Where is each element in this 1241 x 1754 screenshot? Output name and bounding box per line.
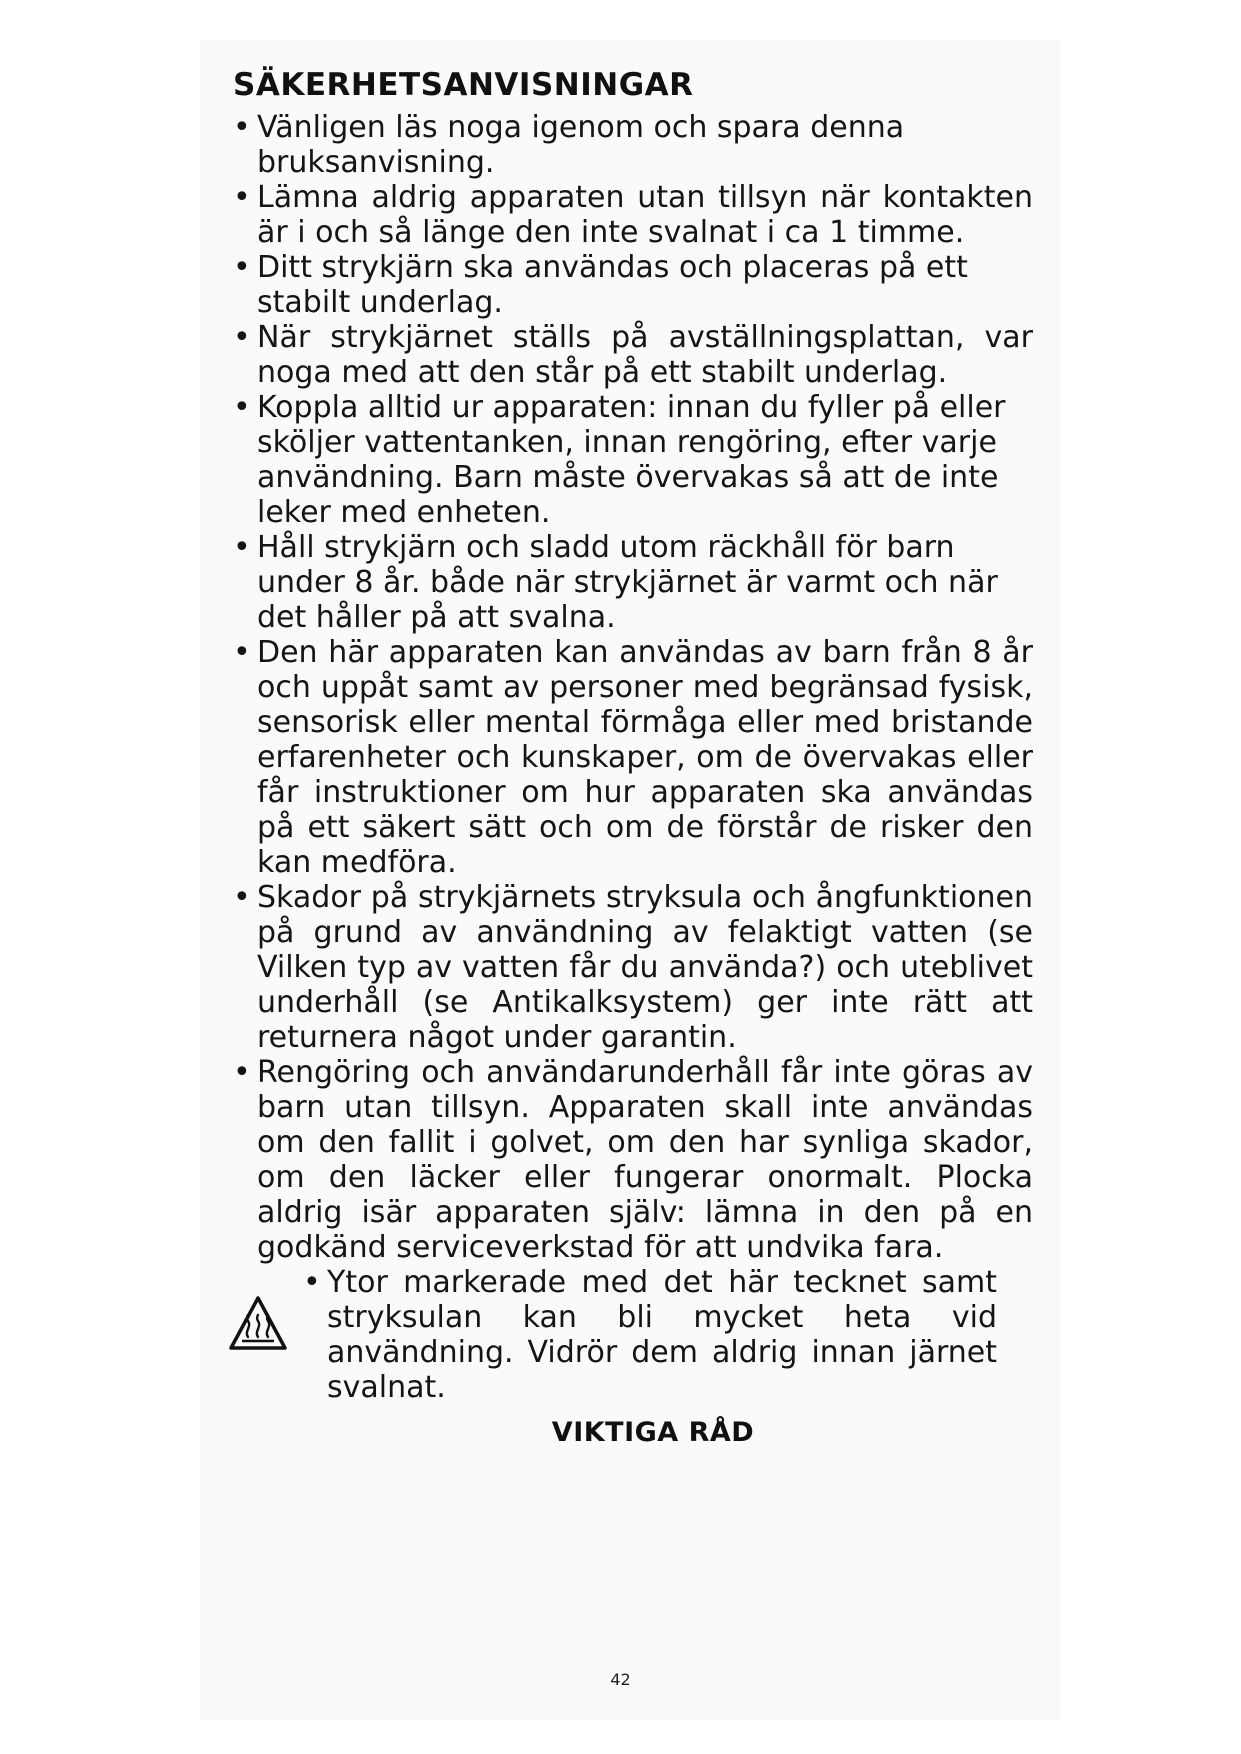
list-item-text: Håll strykjärn och sladd utom räckhåll för barn under 8 år. både när strykjärnet är varmt och när det håller på att svalna. bbox=[257, 530, 998, 635]
bullet-icon: • bbox=[233, 635, 251, 670]
page-number: 42 bbox=[610, 1670, 631, 1689]
list-item bbox=[233, 250, 1033, 320]
bullet-icon: • bbox=[233, 320, 251, 355]
list-item-text: Den här apparaten kan användas av barn från 8 år och uppåt samt av personer med begränsad fysisk, sensorisk eller mental förmåga eller med bristande erfarenheter och kunskaper, om de övervakas eller får instruktioner om hur apparaten ska användas på ett säkert sätt och om de förstår de risker den kan medföra. bbox=[257, 635, 1033, 880]
list-item bbox=[233, 180, 1033, 250]
list-item bbox=[233, 390, 1033, 530]
list-item-text: Rengöring och användarunderhåll får inte göras av barn utan tillsyn. Apparaten skall inte användas om den fallit i golvet, om den har synliga skador, om den läcker eller fungerar onormalt. Plocka aldrig isär apparaten själv: lämna in den på en godkänd serviceverkstad för att undvika fara. bbox=[257, 1055, 1033, 1265]
list-item-text: Koppla alltid ur apparaten: innan du fyller på eller sköljer vattentanken, innan rengöring, efter varje användning. Barn måste övervakas så att de inte leker med enheten. bbox=[257, 390, 1006, 530]
bullet-icon: • bbox=[233, 390, 251, 425]
list-item bbox=[233, 880, 1033, 1055]
bullet-icon: • bbox=[233, 530, 251, 565]
bullet-icon: • bbox=[303, 1265, 321, 1300]
page-content bbox=[233, 64, 1033, 1448]
subheading: VIKTIGA RÅD bbox=[551, 1417, 755, 1448]
list-item-text: Vänligen läs noga igenom och spara denna bruksanvisning. bbox=[257, 110, 905, 180]
list-item bbox=[233, 320, 1033, 390]
hot-surface-warning bbox=[233, 1265, 1033, 1405]
hot-surface-warning-icon bbox=[228, 1295, 288, 1351]
list-item bbox=[233, 110, 1033, 180]
safety-instructions-list bbox=[233, 110, 1033, 1265]
hot-surface-warning-text bbox=[303, 1265, 997, 1405]
bullet-icon: • bbox=[233, 250, 251, 285]
list-item-text: Skador på strykjärnets stryksula och ångfunktionen på grund av användning av felaktigt vatten (se Vilken typ av vatten får du använda?) och uteblivet underhåll (se Antikalksystem) ger inte rätt att returnera något under garantin. bbox=[257, 880, 1033, 1055]
bullet-icon: • bbox=[233, 1055, 251, 1090]
list-item-text: Ditt strykjärn ska användas och placeras på ett stabilt underlag. bbox=[257, 250, 968, 320]
list-item bbox=[233, 1055, 1033, 1265]
list-item bbox=[233, 530, 1033, 635]
section-title: SÄKERHETSANVISNINGAR bbox=[233, 67, 694, 103]
list-item-text: Lämna aldrig apparaten utan tillsyn när kontakten är i och så länge den inte svalnat i ca 1 timme. bbox=[257, 180, 1033, 250]
bullet-icon: • bbox=[233, 180, 251, 215]
warning-text: Ytor markerade med det här tecknet samt stryksulan kan bli mycket heta vid användning. Vidrör dem aldrig innan järnet svalnat. bbox=[327, 1265, 997, 1405]
list-item-text: När strykjärnet ställs på avställningsplattan, var noga med att den står på ett stabilt underlag. bbox=[257, 320, 1033, 390]
bullet-icon: • bbox=[233, 880, 251, 915]
bullet-icon: • bbox=[233, 110, 251, 145]
list-item bbox=[233, 635, 1033, 880]
